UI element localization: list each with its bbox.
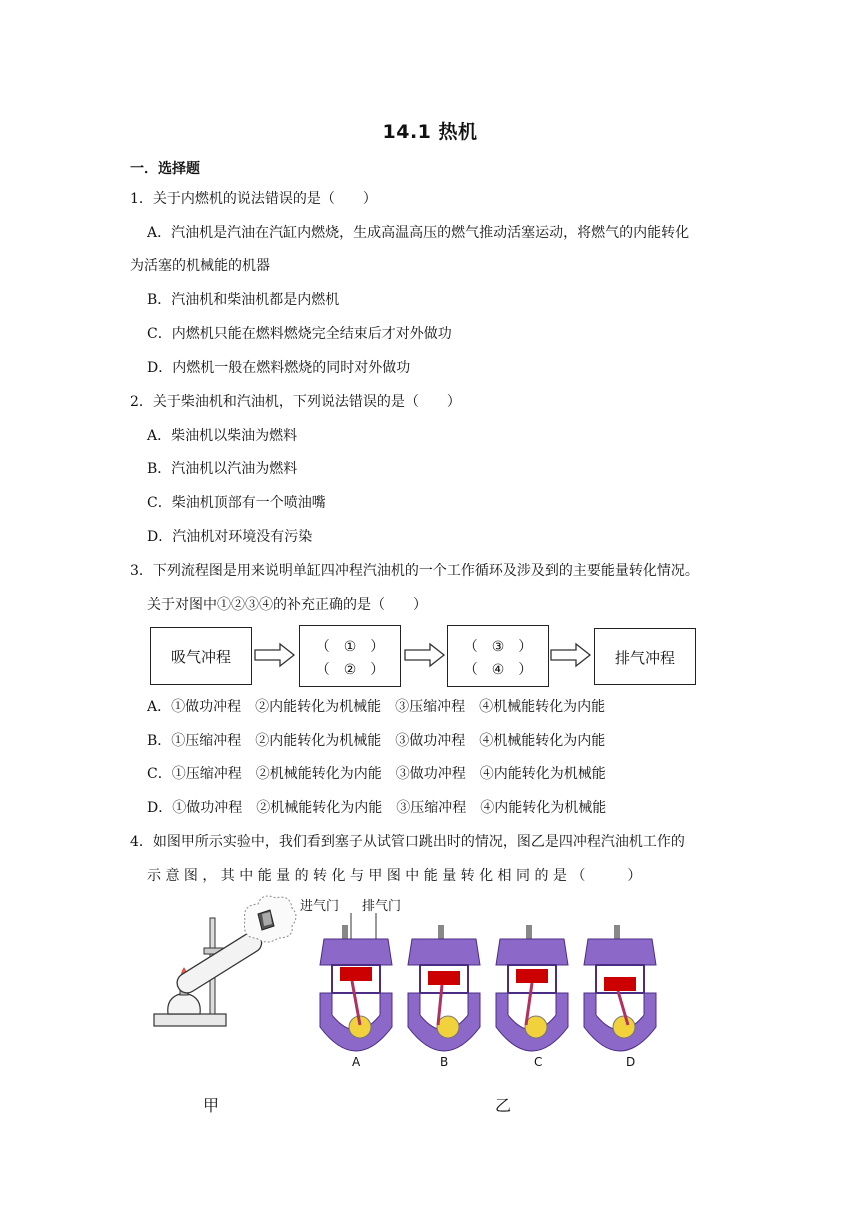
flow-arrow-1 bbox=[254, 642, 296, 668]
q4-stem-line1: 4．如图甲所示实验中，我们看到塞子从试管口跳出时的情况，图乙是四冲程汽油机工作的 bbox=[130, 834, 685, 850]
q1-option-a-cont: 为活塞的机械能的机器 bbox=[130, 258, 270, 274]
engine-label-c: C bbox=[534, 1055, 543, 1069]
flow-chart bbox=[150, 625, 696, 687]
flow-box-exhaust: 排气冲程 bbox=[594, 628, 696, 685]
q3-stem-line2: 关于对图中①②③④的补充正确的是（ ） bbox=[147, 597, 427, 613]
engine-figure bbox=[296, 895, 696, 1070]
q1-option-c: C．内燃机只能在燃料燃烧完全结束后才对外做功 bbox=[147, 326, 452, 342]
intake-valve-label: 进气门 bbox=[300, 899, 340, 914]
flow-arrow-2 bbox=[404, 642, 446, 668]
q2-option-d: D．汽油机对环境没有污染 bbox=[147, 529, 313, 545]
engine-diagrams bbox=[296, 895, 696, 1070]
figure-label-yi: 乙 bbox=[495, 1096, 512, 1115]
q1-option-a: A．汽油机是汽油在汽缸内燃烧，生成高温高压的燃气推动活塞运动，将燃气的内能转化 bbox=[147, 225, 690, 241]
q2-option-b: B．汽油机以汽油为燃料 bbox=[147, 461, 298, 477]
test-tube-experiment-figure bbox=[150, 890, 300, 1050]
exhaust-valve-label: 排气门 bbox=[362, 899, 402, 914]
q4-stem-line2: 示 意 图 ， 其 中 能 量 的 转 化 与 甲 图 中 能 量 转 化 相 同 的 是 （ ） bbox=[147, 868, 642, 884]
q2-stem: 2．关于柴油机和汽油机，下列说法错误的是（ ） bbox=[130, 394, 461, 410]
q3-stem-line1: 3．下列流程图是用来说明单缸四冲程汽油机的一个工作循环及涉及到的主要能量转化情况。 bbox=[130, 563, 699, 579]
q1-option-b: B．汽油机和柴油机都是内燃机 bbox=[147, 292, 340, 308]
q3-option-c: C．①压缩冲程 ②机械能转化为内能 ③做功冲程 ④内能转化为机械能 bbox=[147, 766, 606, 782]
figure-label-jia: 甲 bbox=[203, 1096, 220, 1115]
engine-label-a: A bbox=[352, 1055, 361, 1069]
engine-label-d: D bbox=[626, 1055, 636, 1069]
q3-option-d: D．①做功冲程 ②机械能转化为内能 ③压缩冲程 ④内能转化为机械能 bbox=[147, 800, 607, 816]
section-heading: 一．选择题 bbox=[130, 161, 200, 177]
flow-arrow-3 bbox=[550, 642, 592, 668]
q1-option-d: D．内燃机一般在燃料燃烧的同时对外做功 bbox=[147, 360, 411, 376]
engine-label-b: B bbox=[440, 1055, 449, 1069]
flow-box-intake: 吸气冲程 bbox=[150, 627, 252, 685]
q2-option-a: A．柴油机以柴油为燃料 bbox=[147, 428, 298, 444]
page-title: 14.1 热机 bbox=[382, 121, 478, 143]
flow-box-stroke-3: （ ③ ） （ ④ ） bbox=[447, 625, 549, 687]
q3-option-b: B．①压缩冲程 ②内能转化为机械能 ③做功冲程 ④机械能转化为内能 bbox=[147, 733, 606, 749]
q1-stem: 1．关于内燃机的说法错误的是（ ） bbox=[130, 191, 377, 207]
flow-box-stroke-2: （ ① ） （ ② ） bbox=[299, 625, 401, 687]
q2-option-c: C．柴油机顶部有一个喷油嘴 bbox=[147, 495, 326, 511]
q3-option-a: A．①做功冲程 ②内能转化为机械能 ③压缩冲程 ④机械能转化为内能 bbox=[147, 699, 606, 715]
